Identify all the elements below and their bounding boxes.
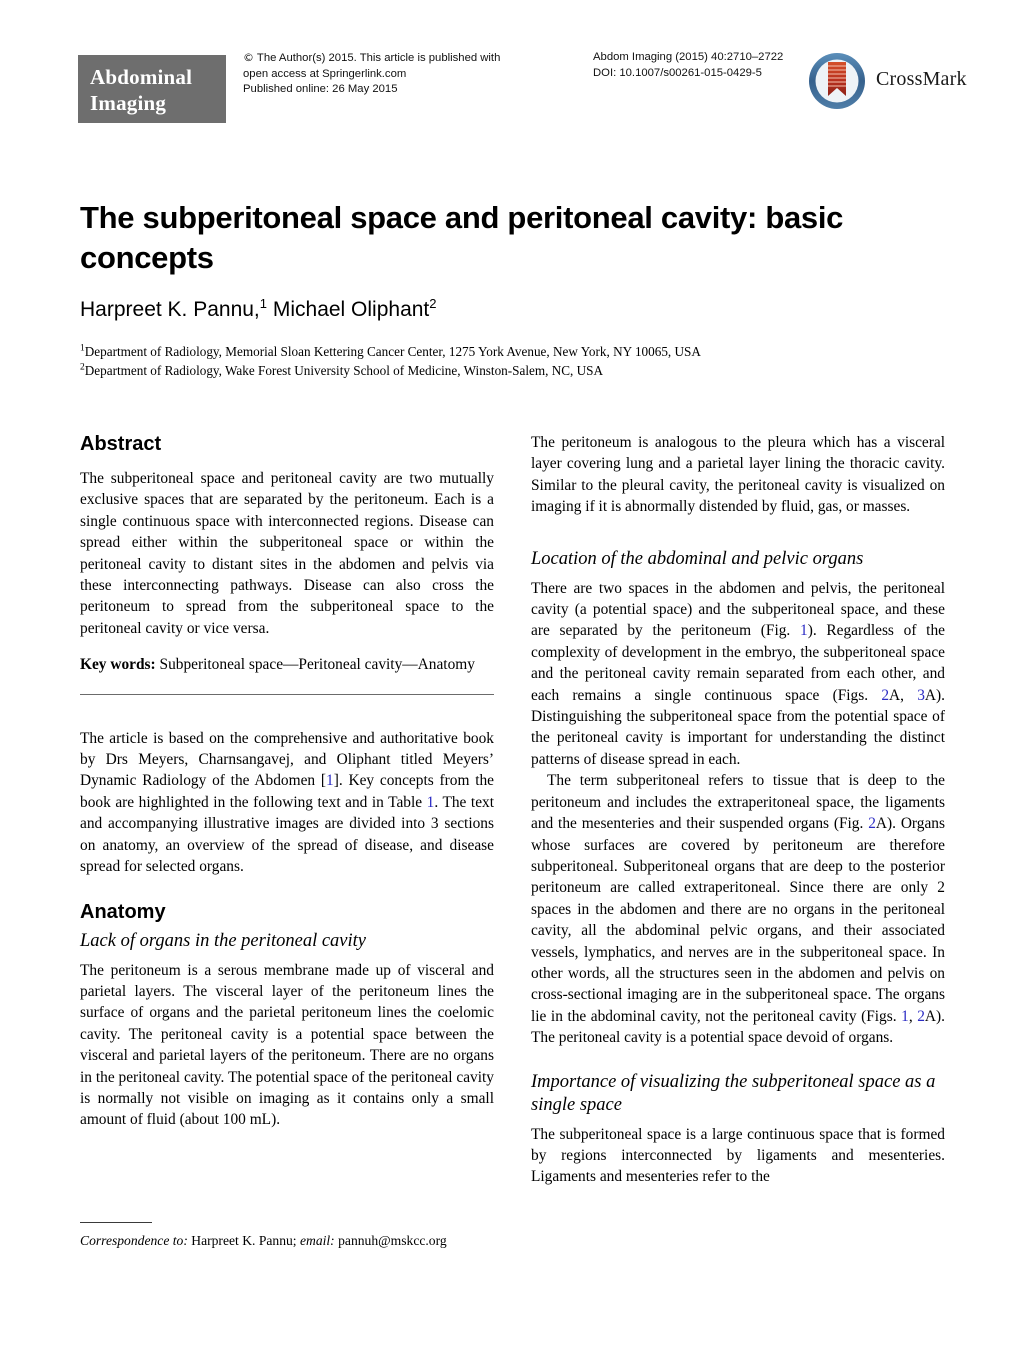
peritoneum-paragraph: The peritoneum is a serous membrane made up of visceral and parietal layers. The visceral layer of the peritoneum lines the surface of organs and the parietal peritoneum lines the coelomic cavity. The peritoneal cavity is a potential space between the visceral and parietal layers of the peritoneum. There are no organs in the peritoneal cavity. The potential space of the peritoneal cavity is normally not visible on imaging as it contains only a small amount of fluid (about 100 mL). (80, 961, 494, 1129)
journal-logo (78, 55, 226, 123)
figure-link-4[interactable]: 2 (868, 815, 876, 833)
affiliation-2 (80, 361, 945, 380)
location-p2-part-c: , (908, 1007, 918, 1025)
affiliation-marker-1: 1 (80, 343, 85, 354)
table-link-1[interactable]: 1 (426, 793, 435, 811)
figure-link-3[interactable]: 3 (917, 686, 925, 704)
affiliation-list (80, 342, 945, 380)
journal-logo-line-2: Imaging (90, 91, 167, 115)
copyright-block (243, 50, 543, 98)
location-p1-part-b: ). Regardless of the complexity of development in the embryo, the subperitoneal space and the peritoneal cavity remain separated from each other, and each remains a single continuous space (Figs. (531, 622, 945, 704)
affiliation-2-text: Department of Radiology, Wake Forest University School of Medicine, Winston-Salem, NC, USA (84, 363, 604, 378)
doi-line: DOI: 10.1007/s00261-015-0429-5 (593, 66, 762, 79)
abstract-paragraph: The subperitoneal space and peritoneal cavity are two mutually exclusive spaces that are separated by the peritoneum. Each is a single continuous space with interconnected regions. Disease can spread either within the subperitoneal space or within the peritoneal cavity to distant sites in the abdomen and pelvis via these interconnecting pathways. Disease can also cross the peritoneum to spread from the subperitoneal space to the peritoneal cavity or vice versa. (80, 470, 494, 637)
crossmark-badge-group[interactable] (808, 52, 1008, 114)
keywords-value: Subperitoneal space—Peritoneal cavity—Anatomy (155, 656, 475, 674)
location-subheading: Location of the abdominal and pelvic organs (531, 548, 864, 569)
correspondence-name: Harpreet K. Pannu; (187, 1233, 300, 1248)
affiliation-1-text: Department of Radiology, Memorial Sloan Kettering Cancer Center, 1275 York Avenue, New York, NY 10065, USA (84, 344, 701, 359)
affiliation-marker-2: 2 (80, 362, 85, 373)
journal-citation: Abdom Imaging (2015) 40:2710–2722 (593, 51, 784, 63)
anatomy-subheading: Lack of organs in the peritoneal cavity (80, 930, 367, 951)
left-column (80, 432, 494, 1292)
correspondence-footnote (80, 1222, 494, 1250)
figure-link-6[interactable]: 2 (917, 1007, 925, 1025)
copyright-line-2: open access at Springerlink.com (243, 67, 407, 80)
crossmark-icon (808, 52, 866, 110)
spacer (531, 518, 945, 548)
pleura-paragraph: The peritoneum is analogous to the pleura which has a visceral layer covering lung and a parietal layer lining the thoracic cavity. Similar to the pleural cavity, the peritoneal cavity is visualized on imaging if it is abnormally distended by fluid, gas, or masses. (531, 434, 945, 516)
citation-block (593, 50, 843, 81)
figure-link-1[interactable]: 1 (800, 622, 808, 640)
footnote-text (80, 1232, 494, 1250)
location-p1-part-c: A, (889, 686, 918, 704)
correspondence-email[interactable]: pannuh@mskcc.org (334, 1233, 447, 1248)
masthead (78, 50, 967, 140)
author-affil-marker-2: 2 (429, 296, 437, 311)
right-column (531, 432, 945, 1292)
importance-paragraph: The subperitoneal space is a large continuous space that is formed by regions interconnected by ligaments and mesenteries. Ligaments and mesenteries refer to the (531, 1125, 945, 1186)
copyright-icon: © (243, 51, 254, 64)
location-p1-part-d: A). Distinguishing the subperitoneal space from the potential space of the peritoneal cavity is important for understanding the distinct patterns of disease spread in each. (531, 686, 946, 768)
location-p2-part-d: A). The peritoneal cavity is a potential space devoid of organs. (531, 1007, 945, 1047)
figure-link-2[interactable]: 2 (881, 686, 890, 704)
copyright-line-3: Published online: 26 May 2015 (243, 83, 398, 96)
keywords-label: Key words: (80, 656, 156, 674)
keywords (80, 654, 494, 675)
spacer (80, 878, 494, 900)
author-affil-marker-1: 1 (259, 296, 268, 311)
figure-link-5[interactable]: 1 (901, 1007, 909, 1025)
location-p1-part-a: There are two spaces in the abdomen and pelvis, the peritoneal cavity (a potential space) and the subperitoneal space, and these are separated by the peritoneum (Fig. (531, 579, 945, 640)
body-columns (80, 432, 945, 1292)
title-block (80, 198, 945, 380)
book-source-part-1: The article is based on the comprehensive and authoritative book by Drs Meyers, Charnsangavej, and Oliphant titled Meyers’ Dynamic Radiology of the Abdomen [ (80, 729, 494, 790)
book-source-paragraph (80, 728, 494, 878)
spacer (531, 1049, 945, 1071)
book-source-part-2: ]. Key concepts from the book are highlighted in the following text and in Table (80, 772, 494, 811)
location-p2-part-a: The term subperitoneal refers to tissue that is deep to the peritoneum and includes the extraperitoneal space, the ligaments and the mesenteries and their suspended organs (Fig. (531, 772, 945, 833)
reference-link-1[interactable]: 1 (326, 772, 334, 790)
location-paragraph-2 (531, 770, 945, 1048)
location-paragraph-1 (531, 578, 945, 771)
author-name-2: Michael Oliphant (267, 298, 430, 321)
email-label: email: (299, 1233, 335, 1248)
copyright-line-1 (243, 50, 543, 67)
abstract-heading: Abstract (80, 433, 162, 455)
correspondence-label: Correspondence to: (80, 1233, 188, 1248)
crossmark-label: CrossMark (876, 68, 967, 90)
book-source-part-3: . The text and accompanying illustrative images are divided into 3 sections on anatomy, an overview of the spread of disease, and disease spread for selected organs. (80, 793, 494, 876)
author-list (80, 297, 945, 323)
page-title: The subperitoneal space and peritoneal cavity: basic concepts (80, 200, 844, 275)
author-name-1: Harpreet K. Pannu, (80, 298, 260, 321)
location-p2-part-b: A). Organs whose surfaces are covered by peritoneum are therefore subperitoneal. Subperitoneal organs that are deep to the posterior peritoneum are called extraperitoneal. Since there are only 2 spaces in the abdomen and there are no organs in the peritoneal cavity, all the abdominal pelvic organs, and their associated vessels, lymphatics, and nerves are in the subperitoneal space. In other words, all the structures seen in the abdomen and pelvis on cross-sectional imaging are in the subperitoneal space. The organs lie in the abdominal cavity, not the peritoneal cavity (Figs. (531, 815, 945, 1025)
journal-logo-line-1: Abdominal (90, 65, 193, 89)
anatomy-heading: Anatomy (80, 900, 166, 923)
copyright-line-1-text: The Author(s) 2015. This article is published with (254, 52, 501, 64)
spacer (80, 695, 494, 728)
footnote-divider (80, 1222, 152, 1223)
importance-subheading: Importance of visualizing the subperitoneal space as a single space (531, 1071, 936, 1115)
affiliation-1 (80, 342, 945, 361)
